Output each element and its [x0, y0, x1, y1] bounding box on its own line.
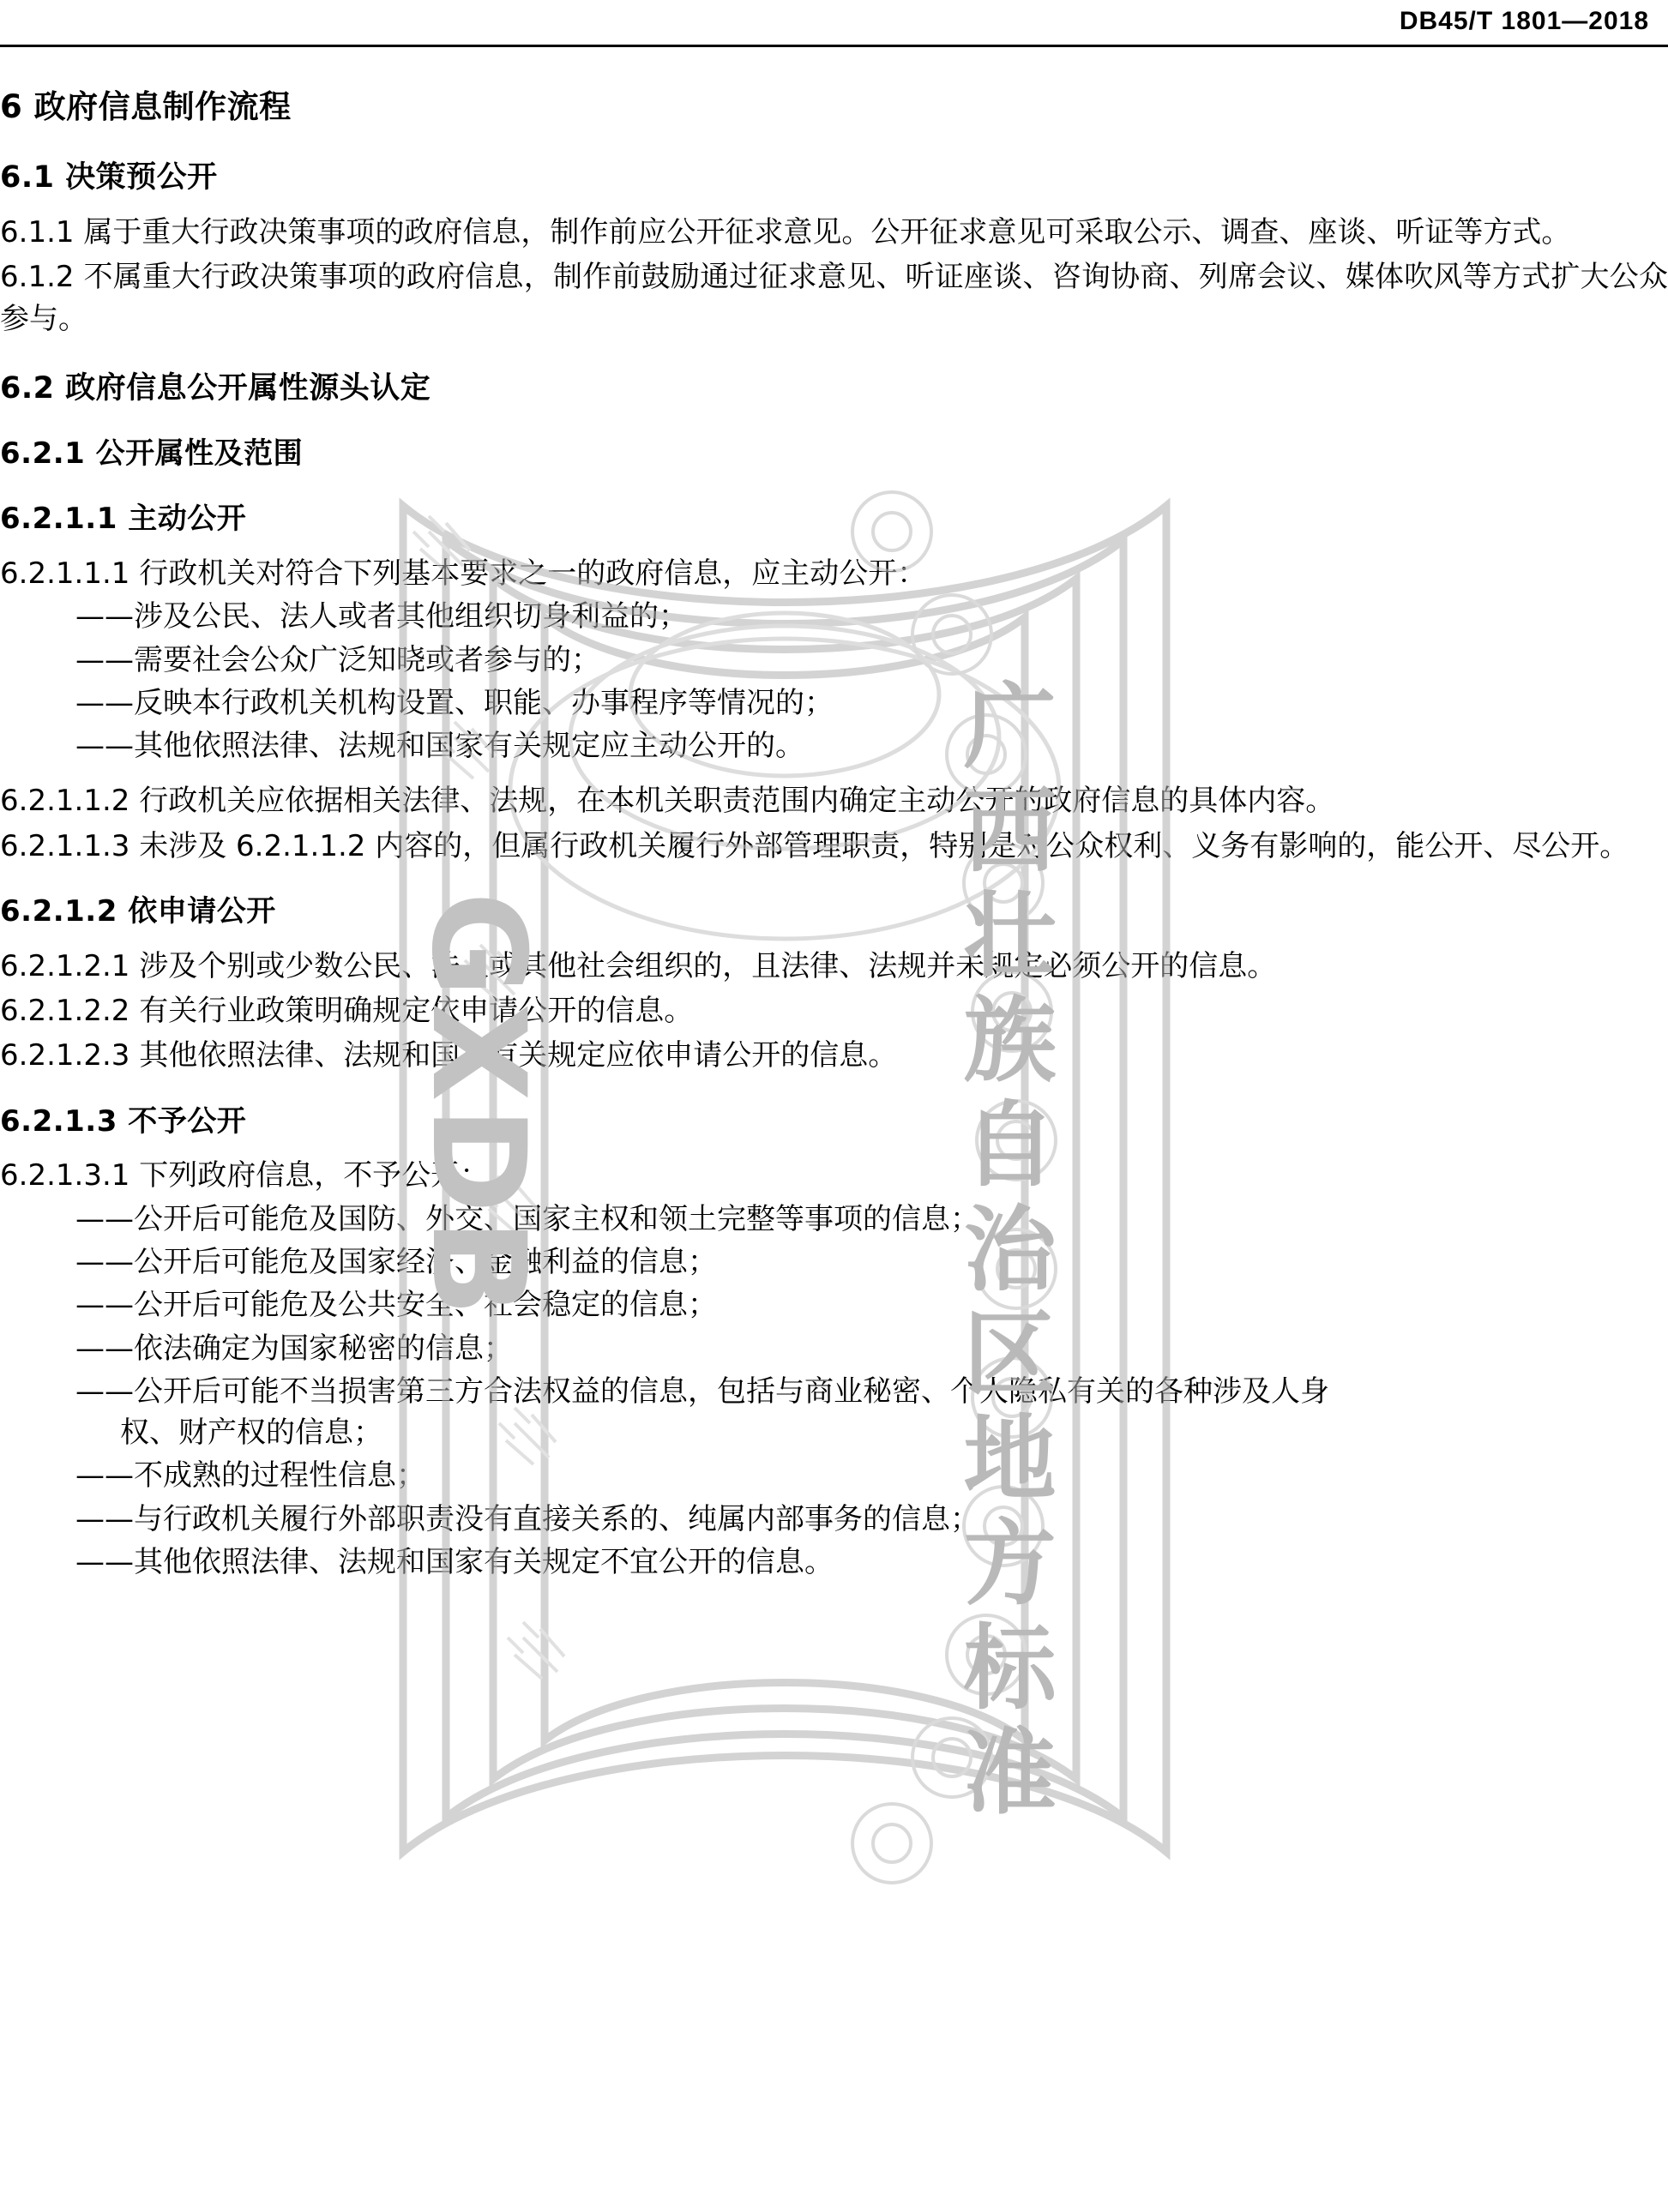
- paragraph-6-2-1-2-3: 6.2.1.2.3 其他依照法律、法规和国家有关规定应依申请公开的信息。: [0, 1038, 898, 1073]
- header-divider: [0, 45, 1668, 47]
- list-item: ——与行政机关履行外部职责没有直接关系的、纯属内部事务的信息；: [75, 1501, 979, 1536]
- paragraph-6-1-1: 6.1.1 属于重大行政决策事项的政府信息，制作前应公开征求意见。公开征求意见可采取公示、调查、座谈、听证等方式。: [0, 215, 1571, 250]
- list-item-long-line1: ——公开后可能不当损害第三方合法权益的信息，包括与商业秘密、个人隐私有关的各种涉及人身: [75, 1373, 1329, 1409]
- paragraph-6-2-1-2-1: 6.2.1.2.1 涉及个别或少数公民、法人或其他社会组织的，且法律、法规并未规定必须公开的信息。: [0, 948, 1277, 983]
- list-item: ——公开后可能危及国防、外交、国家主权和领土完整等事项的信息；: [75, 1201, 979, 1236]
- watermark-english-text: GXDB: [403, 892, 552, 1322]
- heading-6-2-1-2: 6.2.1.2 依申请公开: [0, 893, 276, 929]
- paragraph-6-1-2: 6.1.2 不属重大行政决策事项的政府信息，制作前鼓励通过征求意见、听证座谈、咨询协商、列席会议、媒体吹风等方式扩大公众参与。: [0, 260, 1668, 336]
- page-header-standard-code: DB45/T 1801—2018: [1399, 7, 1649, 35]
- document-body: [0, 67, 1668, 1583]
- paragraph-6-2-1-1-3: 6.2.1.1.3 未涉及 6.2.1.1.2 内容的，但属行政机关履行外部管理职责，特别是对公众权利、义务有影响的，能公开、尽公开。: [0, 828, 1629, 863]
- paragraph-6-2-1-1-1: 6.2.1.1.1 行政机关对符合下列基本要求之一的政府信息，应主动公开：: [0, 556, 927, 592]
- heading-6-1: 6.1 决策预公开: [0, 159, 218, 195]
- watermark-chinese-text: 广西壮族自治区地方标准: [948, 677, 1055, 1828]
- list-item-long: [0, 1371, 1668, 1454]
- list-item: ——公开后可能危及国家经济、金融利益的信息；: [75, 1244, 717, 1279]
- paragraph-6-2-1-2-2: 6.2.1.2.2 有关行业政策明确规定依申请公开的信息。: [0, 994, 694, 1029]
- list-item: ——公开后可能危及公共安全、社会稳定的信息；: [75, 1288, 717, 1323]
- list-item: ——其他依照法律、法规和国家有关规定应主动公开的。: [75, 729, 804, 764]
- heading-6-2: 6.2 政府信息公开属性源头认定: [0, 370, 431, 406]
- heading-6-2-1-1: 6.2.1.1 主动公开: [0, 502, 247, 537]
- paragraph-6-2-1-1-2: 6.2.1.1.2 行政机关应依据相关法律、法规，在本机关职责范围内确定主动公开的政府信息的具体内容。: [0, 784, 1335, 819]
- list-item: ——不成熟的过程性信息；: [75, 1458, 425, 1494]
- heading-6-2-1: 6.2.1 公开属性及范围: [0, 436, 304, 472]
- list-item: ——需要社会公众广泛知晓或者参与的；: [75, 642, 600, 677]
- list-item: ——涉及公民、法人或者其他组织切身利益的；: [75, 599, 688, 634]
- heading-6-2-1-3: 6.2.1.3 不予公开: [0, 1103, 247, 1139]
- paragraph-6-2-1-3-1: 6.2.1.3.1 下列政府信息，不予公开：: [0, 1158, 490, 1193]
- list-item: ——依法确定为国家秘密的信息；: [75, 1331, 513, 1366]
- list-item-long-line2: 权、财产权的信息；: [120, 1416, 382, 1451]
- list-item: ——其他依照法律、法规和国家有关规定不宜公开的信息。: [75, 1544, 834, 1579]
- list-item: ——反映本行政机关机构设置、职能、办事程序等情况的；: [75, 685, 834, 720]
- heading-6: 6 政府信息制作流程: [0, 88, 292, 125]
